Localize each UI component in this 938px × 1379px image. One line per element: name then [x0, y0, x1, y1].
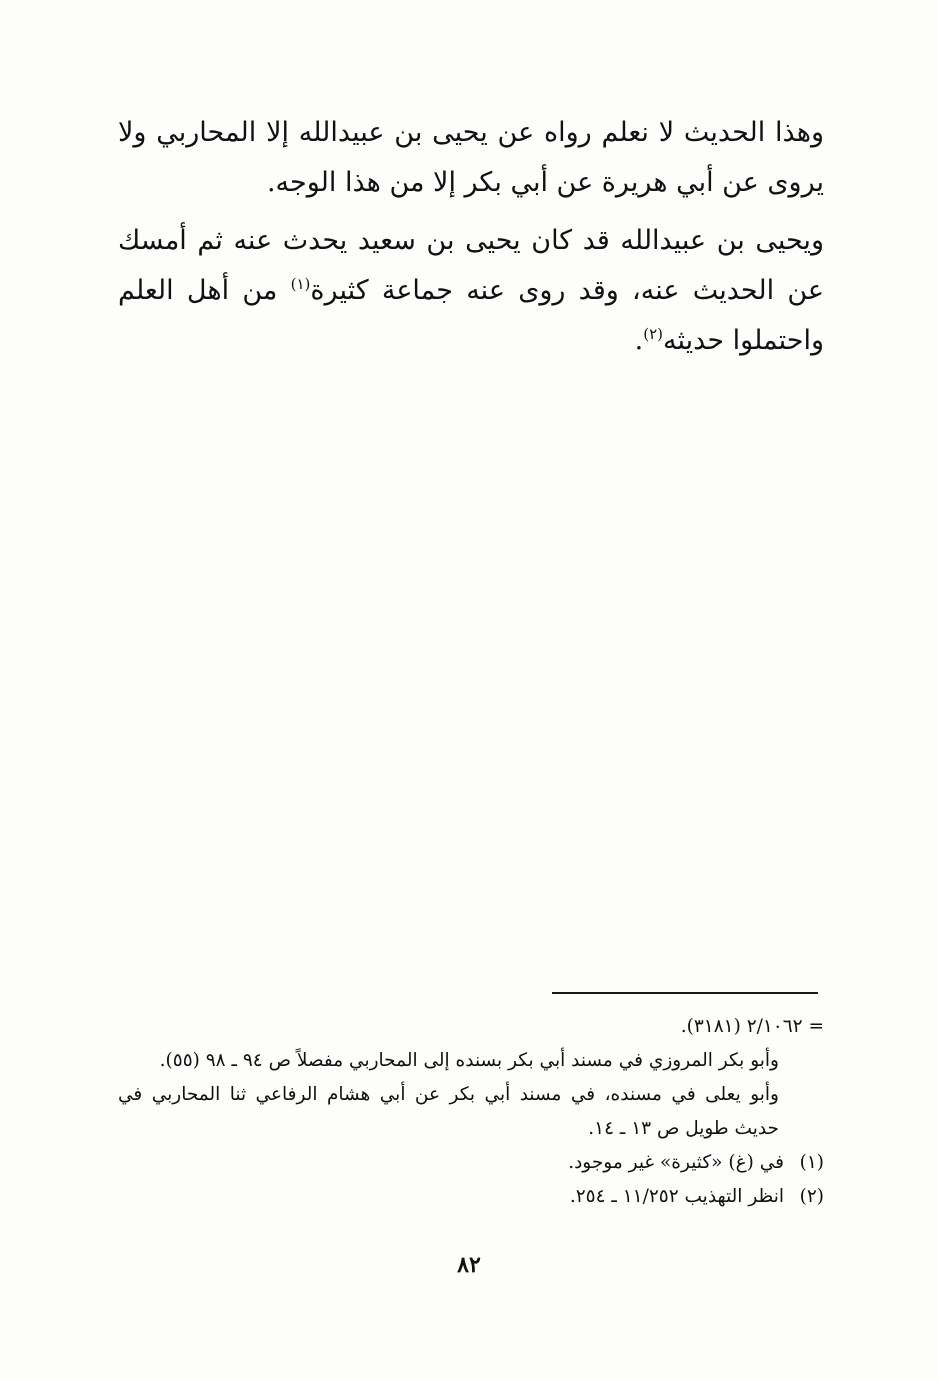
footnote-separator: [552, 992, 818, 994]
page-number: ٨٢: [457, 1252, 481, 1278]
paragraph-1: [118, 108, 824, 208]
footnote-2-text: انظر التهذيب ١١/٢٥٢ ـ ٢٥٤.: [569, 1186, 784, 1207]
footnote-2-marker: (٢): [799, 1186, 824, 1207]
paragraph-2: [118, 216, 824, 366]
footnote-continuation-line-1: = ٢/١٠٦٢ (٣١٨١).: [680, 1016, 824, 1037]
paragraph-2-text-a: ويحيى بن عبيدالله قد كان يحيى بن سعيد يحدث عنه ثم أمسك عن الحديث عنه، وقد روى عنه جماعة كثيرة: [118, 225, 824, 306]
footnote-continuation-line-2: وأبو بكر المروزي في مسند أبي بكر بسنده إلى المحاربي مفصلاً ص ٩٤ ـ ٩٨ (٥٥).: [159, 1050, 779, 1071]
footnote-1-text: في (غ) «كثيرة» غير موجود.: [568, 1152, 784, 1173]
main-text: [118, 108, 824, 374]
footnote-1: [118, 1146, 824, 1180]
footnote-ref-1: (١): [290, 275, 311, 293]
paragraph-2-text-b: من أهل العلم واحتملوا حديثه: [118, 275, 824, 356]
footnote-2: [118, 1180, 824, 1214]
paragraph-2-text-end: .: [634, 325, 644, 356]
footnote-1-marker: (١): [799, 1152, 824, 1173]
footnotes: [118, 1010, 824, 1214]
paragraph-1-text: وهذا الحديث لا نعلم رواه عن يحيى بن عبيدالله إلا المحاربي ولا يروى عن أبي هريرة عن أبي بكر إلا من هذا الوجه.: [118, 117, 825, 198]
footnote-ref-2: (٢): [643, 325, 664, 343]
footnote-continuation-line-3: وأبو يعلى في مسنده، في مسند أبي بكر عن أبي هشام الرفاعي ثنا المحاربي في حديث طويل ص ١٣ ـ ١٤.: [118, 1084, 779, 1139]
